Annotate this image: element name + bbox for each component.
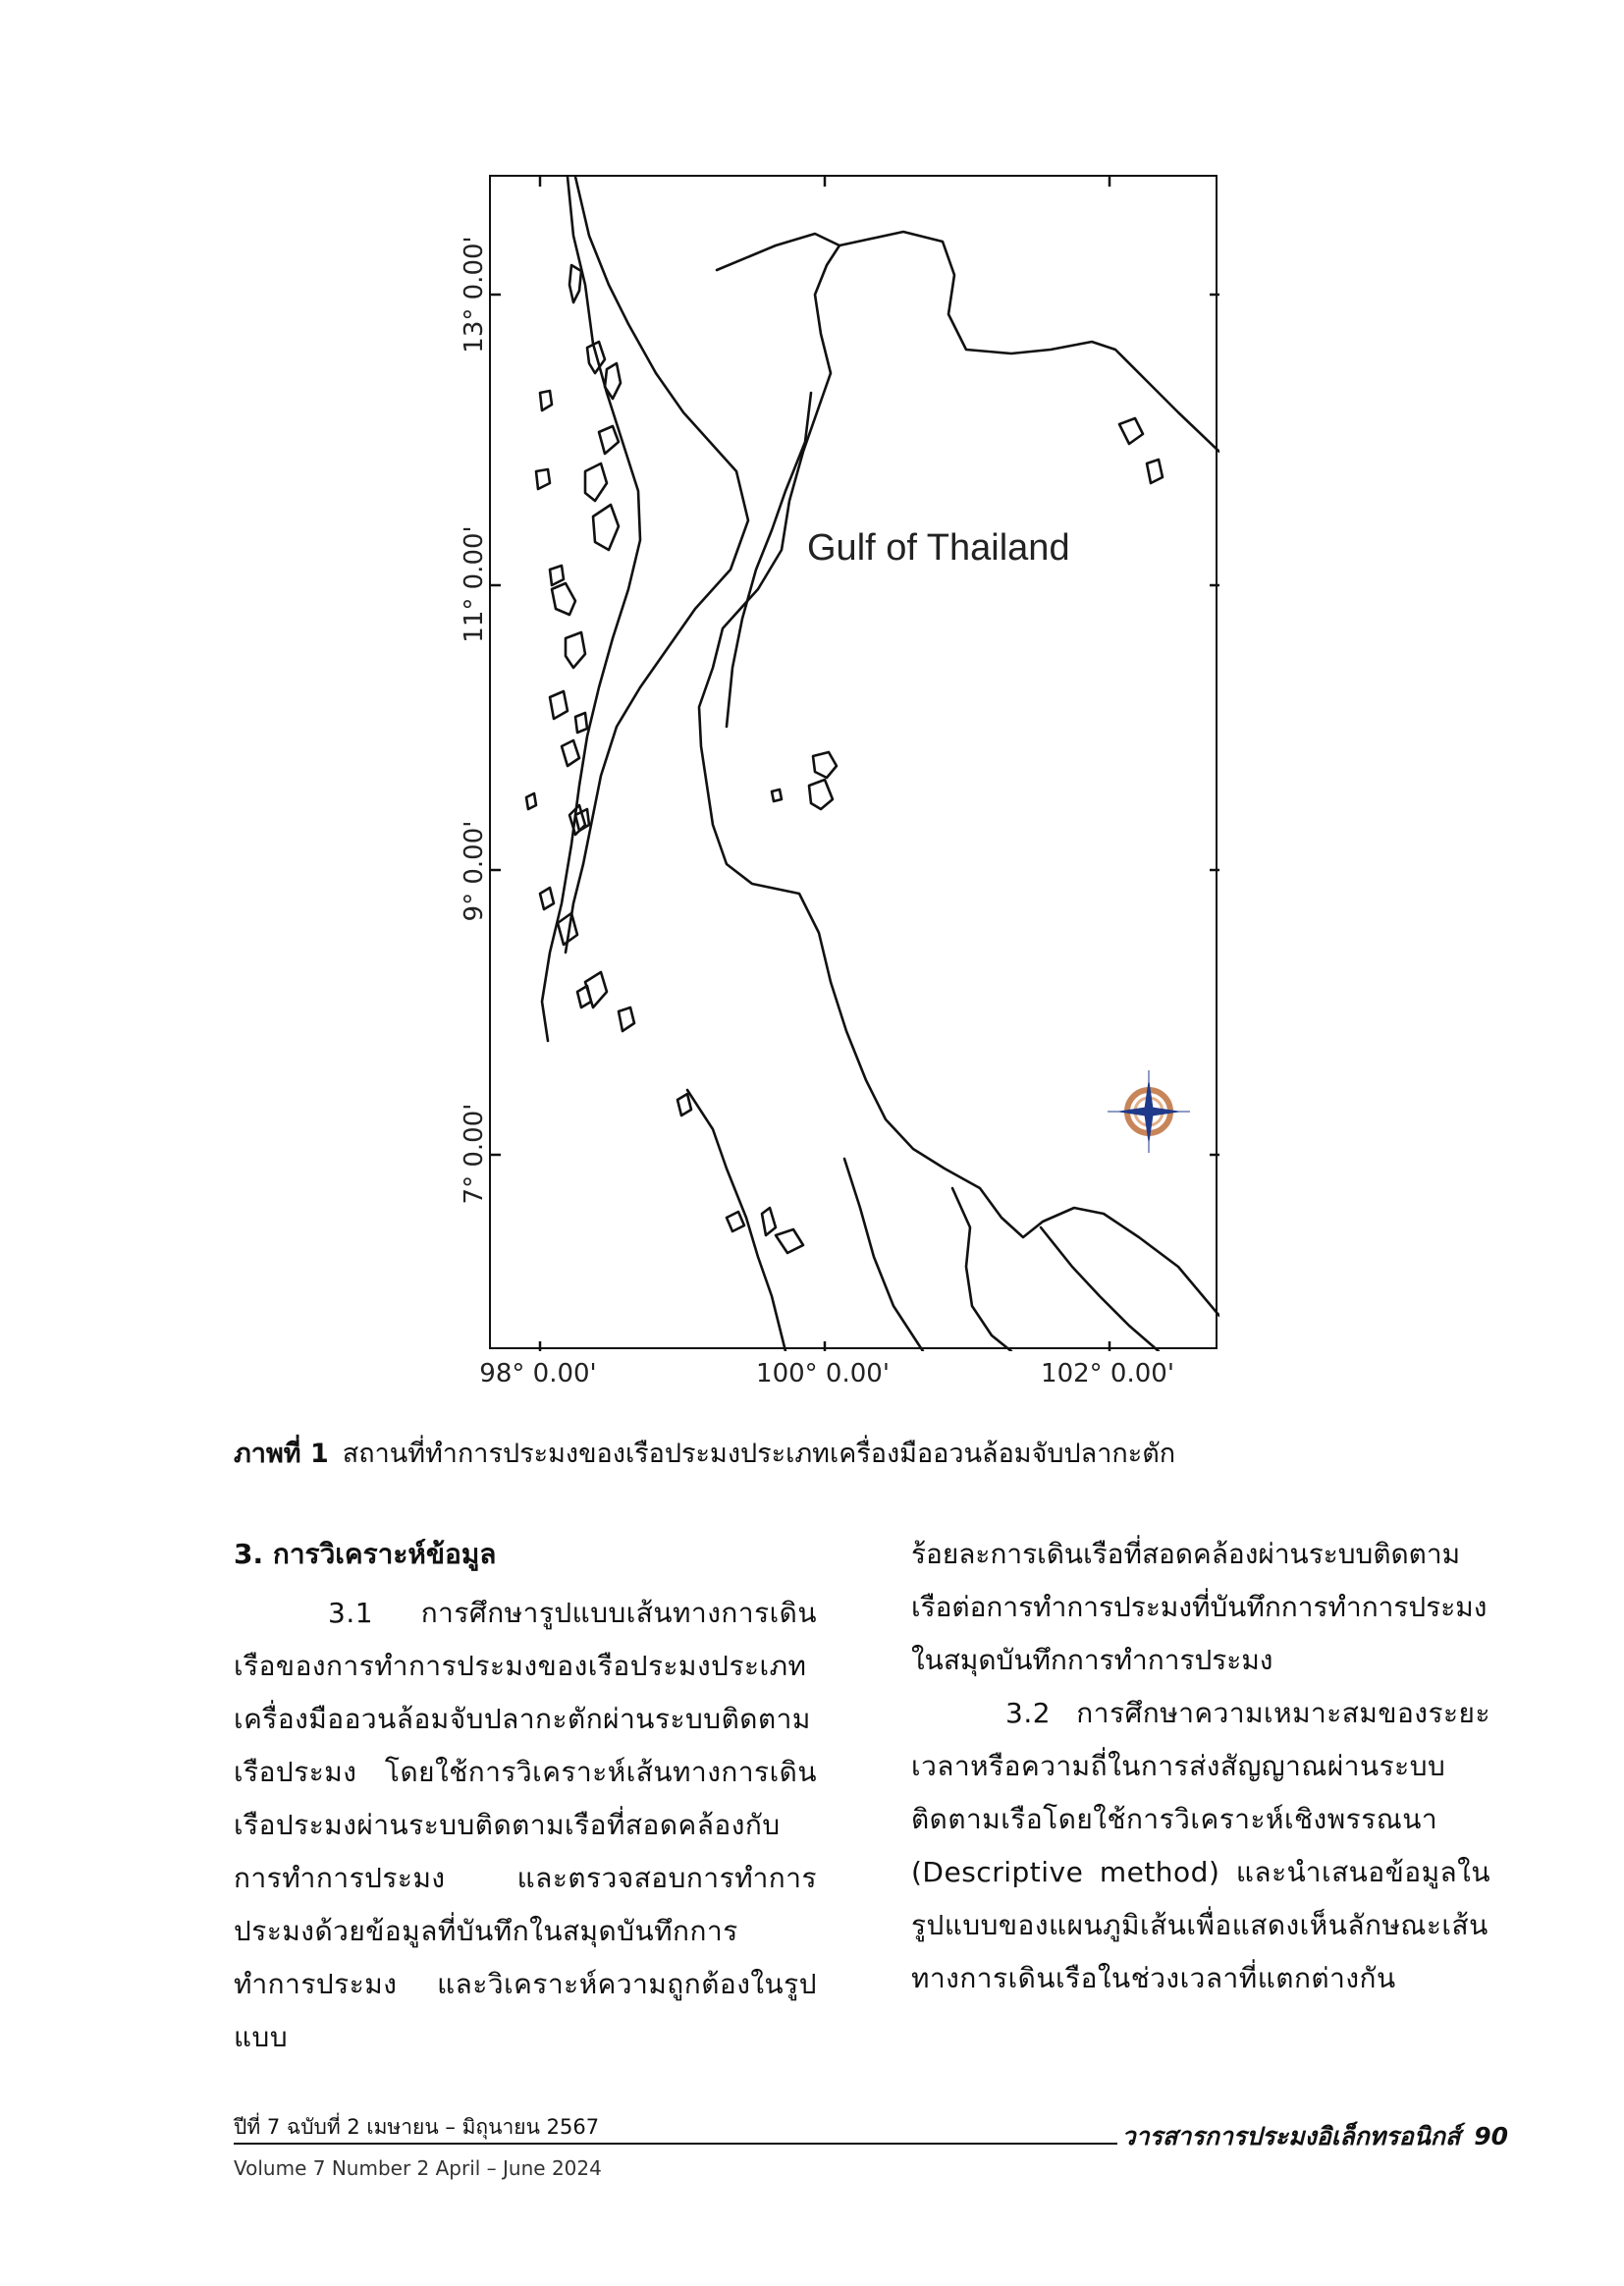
compass-rose-icon bbox=[1108, 1070, 1190, 1153]
footer-journal bbox=[1122, 2117, 1508, 2156]
river-line bbox=[727, 393, 811, 727]
island bbox=[526, 793, 536, 809]
island bbox=[575, 713, 587, 733]
southern-east bbox=[1041, 1227, 1159, 1351]
island bbox=[562, 740, 579, 766]
left-column bbox=[234, 1528, 817, 2064]
island bbox=[550, 566, 564, 585]
map-outline bbox=[491, 177, 1219, 1351]
page-number: 90 bbox=[1474, 2122, 1508, 2150]
journal-title: วารสารการประมงอิเล็กทรอนิกส์ bbox=[1121, 2122, 1461, 2150]
footer-issue-th: ปีที่ 7 ฉบับที่ 2 เมษายน – มิถุนายน 2567 bbox=[234, 2115, 600, 2139]
right-column bbox=[911, 1528, 1490, 2005]
island bbox=[1147, 460, 1163, 483]
paragraph-3-2: 3.2 การศึกษาความเหมาะสมของระยะเวลาหรือความถี่ในการส่งสัญญาณผ่านระบบติดตามเรือโดยใช้การวิเคราะห์เชิงพรรณนา (Descriptive method) และนำเสนอข้อมูลในรูปแบบของแผนภูมิเส้นเพื่อแสดงเห็นลักษณะเส้นทางการเดินเรือในช่วงเวลาที่แตกต่างกัน bbox=[911, 1697, 1490, 1994]
island bbox=[566, 632, 585, 668]
island bbox=[599, 426, 619, 454]
figure-caption bbox=[234, 1436, 1412, 1473]
island bbox=[569, 265, 581, 302]
map-figure bbox=[489, 175, 1218, 1349]
lon-label-98: 98° 0.00' bbox=[479, 1359, 597, 1388]
lat-label-9: 9° 0.00' bbox=[460, 820, 489, 922]
lat-label-11: 11° 0.00' bbox=[460, 525, 489, 643]
island bbox=[593, 505, 619, 550]
island bbox=[813, 752, 837, 778]
footer-divider bbox=[234, 2143, 1117, 2145]
map-label-gulf: Gulf of Thailand bbox=[807, 527, 1070, 569]
island bbox=[677, 1094, 691, 1116]
island bbox=[727, 1212, 744, 1231]
coastline-gulf bbox=[699, 234, 1219, 1316]
southern-inner bbox=[844, 1159, 923, 1351]
lon-label-100: 100° 0.00' bbox=[756, 1359, 890, 1388]
southern-boundary bbox=[687, 1090, 785, 1351]
caption-text: สถานที่ทำการประมงของเรือประมงประเภทเครื่องมืออวนล้อมจับปลากะตัก bbox=[342, 1439, 1176, 1469]
island bbox=[540, 391, 552, 410]
island bbox=[762, 1208, 776, 1235]
island bbox=[540, 888, 554, 909]
paragraph-continuation: ร้อยละการเดินเรือที่สอดคล้องผ่านระบบติดตามเรือต่อการทำการประมงที่บันทึกการทำการประมงในสมุดบันทึกการทำการประมง bbox=[911, 1538, 1488, 1676]
caption-label: ภาพที่ 1 bbox=[234, 1439, 329, 1469]
border-line-inner bbox=[566, 177, 748, 952]
southern-border bbox=[952, 1188, 1011, 1351]
island bbox=[536, 469, 550, 489]
section-heading: 3. การวิเคราะห์ข้อมูล bbox=[234, 1538, 497, 1570]
lat-label-7: 7° 0.00' bbox=[460, 1103, 489, 1205]
island bbox=[772, 789, 782, 801]
island bbox=[619, 1007, 634, 1031]
island bbox=[585, 463, 607, 501]
footer-issue-en: Volume 7 Number 2 April – June 2024 bbox=[234, 2156, 602, 2180]
lat-label-13: 13° 0.00' bbox=[460, 236, 489, 354]
coastline-northeast bbox=[839, 232, 1219, 452]
lon-label-102: 102° 0.00' bbox=[1041, 1359, 1174, 1388]
island bbox=[809, 780, 833, 809]
island bbox=[1119, 418, 1143, 444]
island bbox=[776, 1229, 803, 1253]
island bbox=[550, 691, 568, 719]
island bbox=[552, 583, 575, 615]
paragraph-3-1: 3.1 การศึกษารูปแบบเส้นทางการเดินเรือของการทำการประมงของเรือประมงประเภทเครื่องมืออวนล้อมจับปลากะตักผ่านระบบติดตามเรือประมง โดยใช้การวิเคราะห์เส้นทางการเดินเรือประมงผ่านระบบติดตามเรือที่สอดคล้องกับการทำการประมง และตรวจสอบการทำการประมงด้วยข้อมูลที่บันทึกในสมุดบันทึกการทำการประมง และวิเคราะห์ความถูกต้องในรูปแบบ bbox=[234, 1597, 817, 2053]
